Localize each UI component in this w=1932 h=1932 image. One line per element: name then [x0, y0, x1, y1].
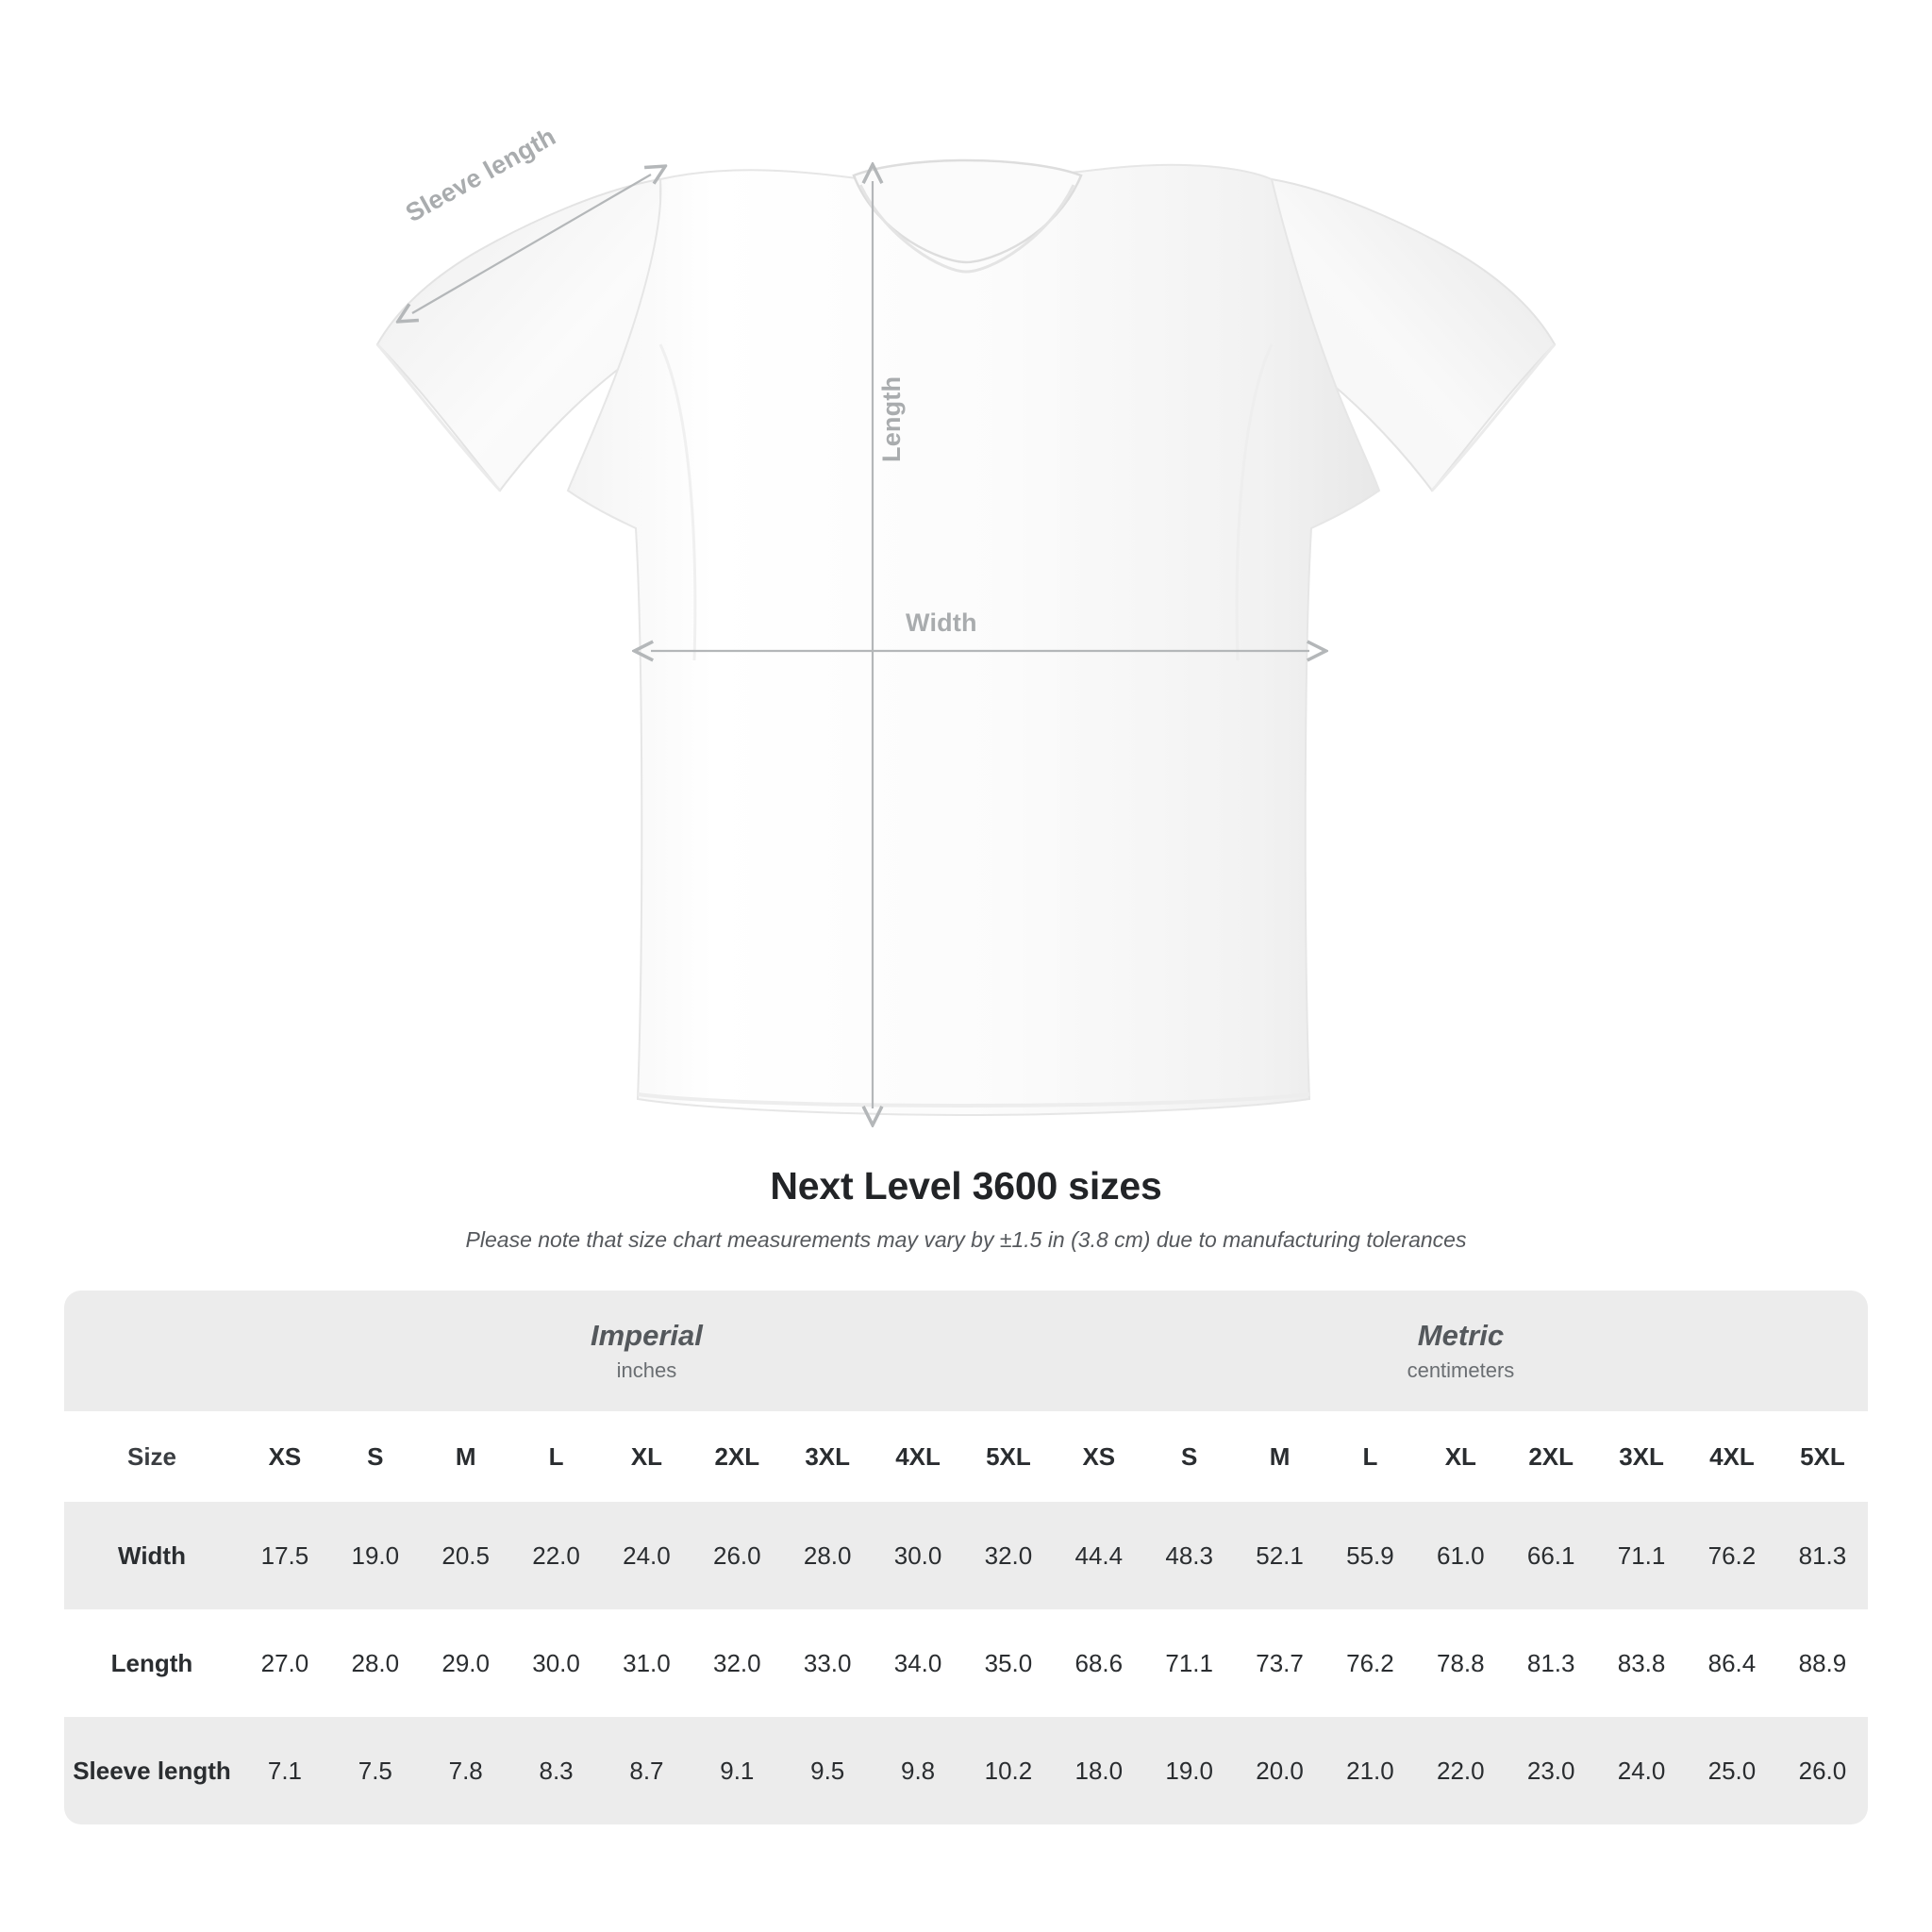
cell-length: 28.0: [330, 1609, 421, 1717]
cell-sleeve-length: 18.0: [1054, 1717, 1144, 1824]
cell-length: 30.0: [511, 1609, 602, 1717]
size-col-header: M: [1235, 1411, 1325, 1502]
cell-length: 86.4: [1687, 1609, 1777, 1717]
cell-sleeve-length: 9.5: [782, 1717, 873, 1824]
unit-header-row: [64, 1291, 1868, 1411]
cell-sleeve-length: 7.8: [421, 1717, 511, 1824]
cell-sleeve-length: 9.1: [691, 1717, 782, 1824]
cell-length: 78.8: [1415, 1609, 1506, 1717]
cell-length: 35.0: [963, 1609, 1054, 1717]
sleeve-length-label: Sleeve length: [401, 122, 561, 228]
cell-width: 30.0: [873, 1502, 963, 1609]
cell-width: 20.5: [421, 1502, 511, 1609]
cell-width: 32.0: [963, 1502, 1054, 1609]
unit-group-imperial-name: Imperial: [590, 1319, 703, 1353]
size-col-header: S: [330, 1411, 421, 1502]
cell-width: 22.0: [511, 1502, 602, 1609]
cell-width: 44.4: [1054, 1502, 1144, 1609]
cell-length: 71.1: [1144, 1609, 1235, 1717]
row-label-length: Length: [64, 1609, 240, 1717]
length-label: Length: [877, 375, 906, 462]
size-col-header: L: [511, 1411, 602, 1502]
size-col-header: 5XL: [963, 1411, 1054, 1502]
cell-sleeve-length: 7.1: [240, 1717, 330, 1824]
unit-group-imperial-sub: inches: [616, 1357, 677, 1382]
size-table: [64, 1291, 1868, 1824]
cell-sleeve-length: 24.0: [1596, 1717, 1687, 1824]
cell-sleeve-length: 22.0: [1415, 1717, 1506, 1824]
cell-sleeve-length: 23.0: [1506, 1717, 1596, 1824]
size-col-header: 3XL: [1596, 1411, 1687, 1502]
size-col-header: 4XL: [873, 1411, 963, 1502]
size-col-header: 2XL: [691, 1411, 782, 1502]
cell-sleeve-length: 8.3: [511, 1717, 602, 1824]
cell-width: 81.3: [1777, 1502, 1868, 1609]
cell-sleeve-length: 25.0: [1687, 1717, 1777, 1824]
title-block: [0, 1164, 1932, 1253]
cell-width: 61.0: [1415, 1502, 1506, 1609]
cell-length: 73.7: [1235, 1609, 1325, 1717]
tolerance-note: Please note that size chart measurements may vary by ±1.5 in (3.8 cm) due to manufacturing tolerances: [465, 1227, 1467, 1252]
size-header-label: Size: [64, 1411, 240, 1502]
cell-length: 27.0: [240, 1609, 330, 1717]
cell-sleeve-length: 26.0: [1777, 1717, 1868, 1824]
page-title: Next Level 3600 sizes: [770, 1164, 1162, 1208]
unit-group-imperial: [240, 1291, 1054, 1411]
cell-width: 48.3: [1144, 1502, 1235, 1609]
size-col-header: M: [421, 1411, 511, 1502]
cell-width: 24.0: [602, 1502, 692, 1609]
cell-width: 76.2: [1687, 1502, 1777, 1609]
cell-width: 66.1: [1506, 1502, 1596, 1609]
cell-width: 19.0: [330, 1502, 421, 1609]
cell-length: 83.8: [1596, 1609, 1687, 1717]
size-col-header: 2XL: [1506, 1411, 1596, 1502]
cell-length: 81.3: [1506, 1609, 1596, 1717]
cell-sleeve-length: 19.0: [1144, 1717, 1235, 1824]
cell-length: 33.0: [782, 1609, 873, 1717]
row-label-sleeve-length: Sleeve length: [64, 1717, 240, 1824]
table-row: [64, 1502, 1868, 1609]
size-col-header: XS: [1054, 1411, 1144, 1502]
cell-length: 31.0: [602, 1609, 692, 1717]
size-col-header: 4XL: [1687, 1411, 1777, 1502]
unit-group-metric-name: Metric: [1417, 1319, 1505, 1353]
cell-sleeve-length: 10.2: [963, 1717, 1054, 1824]
tshirt-shape: [377, 160, 1555, 1115]
size-col-header: XL: [602, 1411, 692, 1502]
cell-width: 28.0: [782, 1502, 873, 1609]
size-header-row: [64, 1411, 1868, 1502]
unit-group-metric-sub: centimeters: [1407, 1357, 1515, 1382]
size-col-header: XL: [1415, 1411, 1506, 1502]
size-col-header: L: [1325, 1411, 1416, 1502]
size-col-header: S: [1144, 1411, 1235, 1502]
cell-width: 26.0: [691, 1502, 782, 1609]
cell-width: 17.5: [240, 1502, 330, 1609]
cell-width: 55.9: [1325, 1502, 1416, 1609]
size-col-header: 5XL: [1777, 1411, 1868, 1502]
table-row: [64, 1609, 1868, 1717]
cell-length: 32.0: [691, 1609, 782, 1717]
cell-sleeve-length: 7.5: [330, 1717, 421, 1824]
cell-sleeve-length: 20.0: [1235, 1717, 1325, 1824]
unit-group-metric: [1054, 1291, 1868, 1411]
unit-header-blank: [64, 1291, 240, 1411]
cell-length: 68.6: [1054, 1609, 1144, 1717]
cell-sleeve-length: 9.8: [873, 1717, 963, 1824]
cell-length: 34.0: [873, 1609, 963, 1717]
cell-length: 76.2: [1325, 1609, 1416, 1717]
row-label-width: Width: [64, 1502, 240, 1609]
cell-width: 71.1: [1596, 1502, 1687, 1609]
table-row: [64, 1717, 1868, 1824]
size-table-wrapper: [64, 1291, 1868, 1824]
cell-length: 88.9: [1777, 1609, 1868, 1717]
cell-length: 29.0: [421, 1609, 511, 1717]
width-label: Width: [906, 608, 977, 637]
size-col-header: 3XL: [782, 1411, 873, 1502]
cell-sleeve-length: 21.0: [1325, 1717, 1416, 1824]
cell-sleeve-length: 8.7: [602, 1717, 692, 1824]
size-col-header: XS: [240, 1411, 330, 1502]
cell-width: 52.1: [1235, 1502, 1325, 1609]
